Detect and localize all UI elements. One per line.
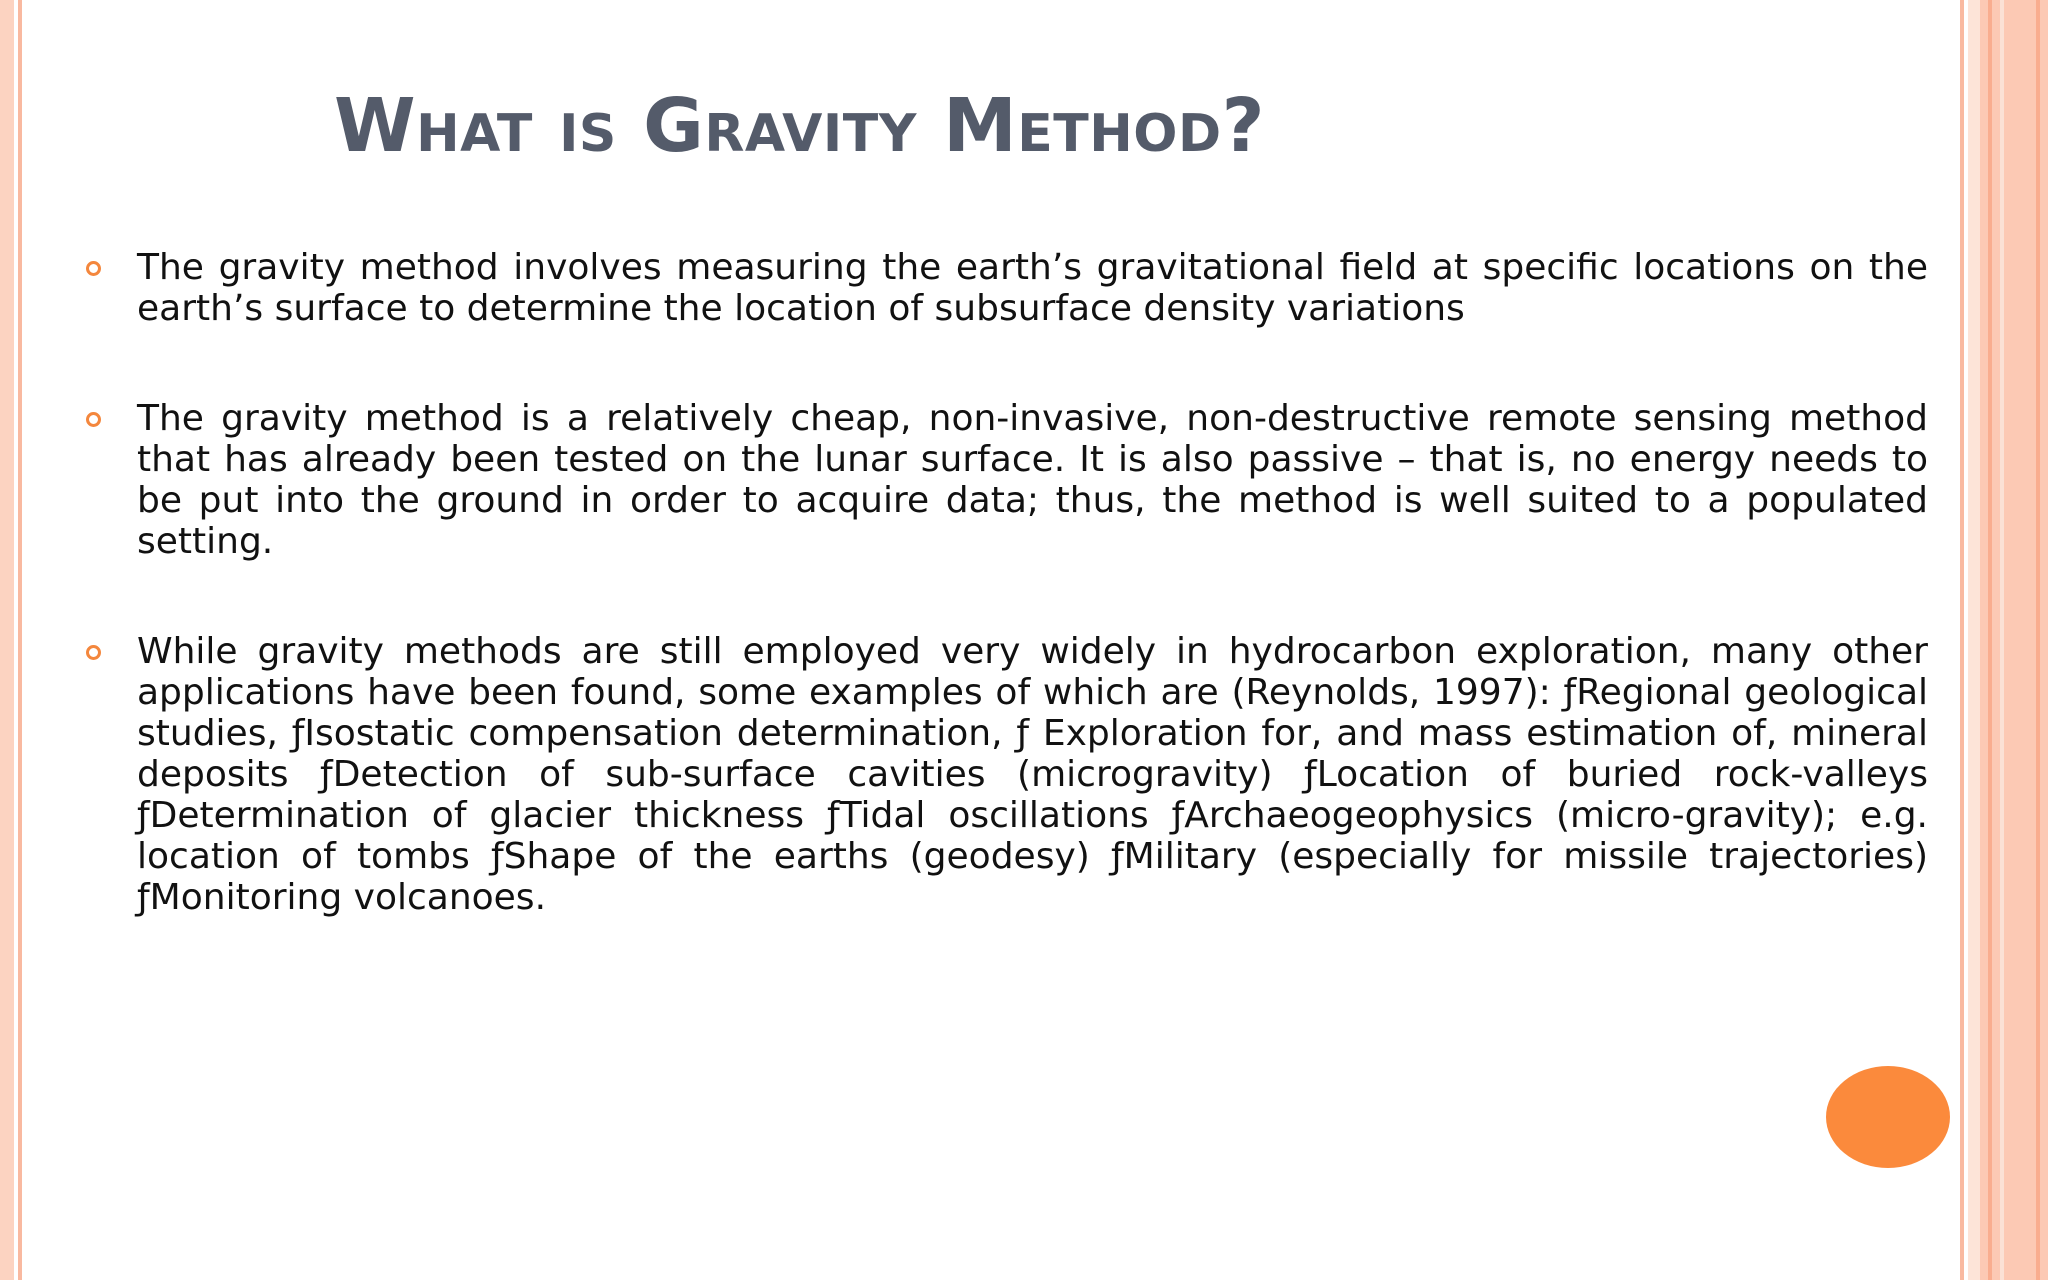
decorative-orange-circle [1826, 1066, 1950, 1168]
bullet-circle-icon [86, 412, 101, 427]
bullet-circle-icon [86, 261, 101, 276]
right-border-stripe [2036, 0, 2040, 1280]
bullet-circle-icon [86, 645, 101, 660]
bullet-item [86, 631, 1928, 918]
bullet-text: The gravity method is a relatively cheap, non-invasive, non-destructive remote sensing method that has already been tested on the lunar surface. It is also passive – that is, no energy needs to be put into the ground in order to acquire data; thus, the method is well suited to a populated setting. [137, 398, 1928, 562]
bullet-item [86, 247, 1928, 329]
bullet-text: The gravity method involves measuring the earth’s gravitational field at specific locations on the earth’s surface to determine the location of subsurface density variations [137, 247, 1928, 329]
bullet-list [86, 247, 1928, 987]
left-border-line [18, 0, 22, 1280]
bullet-text: While gravity methods are still employed very widely in hydrocarbon exploration, many other applications have been found, some examples of which are (Reynolds, 1997): ƒRegional geological studies, ƒIsostatic compensation determination, ƒ Exploration for, and mass estimation of, mineral deposits ƒDetection of sub-surface cavities (microgravity) ƒLocation of buried rock-valleys ƒDetermination of glacier thickness ƒTidal oscillations ƒArchaeogeophysics (micro-gravity); e.g. location of tombs ƒShape of the earths (geodesy) ƒMilitary (especially for missile trajectories) ƒMonitoring volcanoes. [137, 631, 1928, 918]
bullet-item [86, 398, 1928, 562]
right-border-stripe [1988, 0, 1992, 1280]
right-border-stripe [2000, 0, 2004, 1280]
right-border-line [1960, 0, 1964, 1280]
slide-title: What is Gravity Method? [334, 83, 1266, 169]
right-border-gap [1968, 0, 1980, 1280]
left-border-band [0, 0, 14, 1280]
